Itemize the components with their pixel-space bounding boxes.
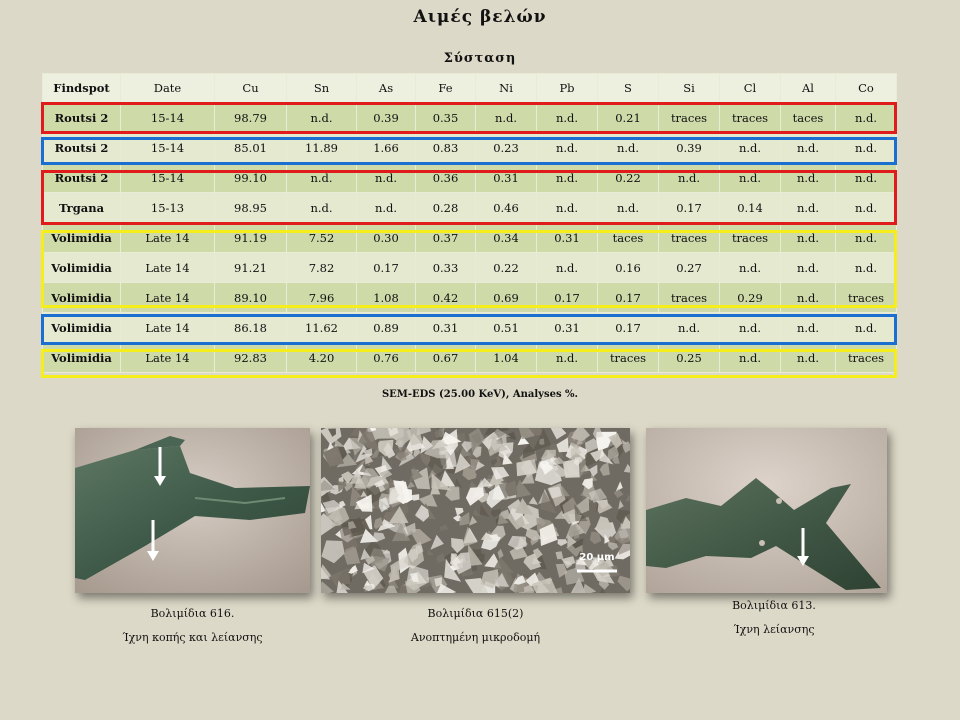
composition-table bbox=[42, 73, 897, 373]
table-cell: 15-14 bbox=[121, 163, 215, 193]
table-cell: 0.28 bbox=[416, 193, 476, 223]
table-header-row bbox=[43, 74, 897, 103]
findspot-cell: Volimidia bbox=[43, 283, 121, 313]
table-cell: traces bbox=[598, 343, 659, 373]
column-header: S bbox=[598, 74, 659, 103]
section-subtitle: Σύσταση bbox=[443, 51, 517, 66]
table-cell: 0.25 bbox=[659, 343, 720, 373]
table-cell: n.d. bbox=[537, 103, 598, 133]
table-cell: 98.79 bbox=[215, 103, 287, 133]
table-cell: 0.21 bbox=[598, 103, 659, 133]
photo-caption bbox=[646, 594, 902, 642]
table-cell: n.d. bbox=[287, 103, 357, 133]
table-cell: traces bbox=[720, 103, 781, 133]
table-row bbox=[43, 313, 897, 343]
table-cell: n.d. bbox=[537, 343, 598, 373]
table-cell: 0.16 bbox=[598, 253, 659, 283]
table-cell: 7.52 bbox=[287, 223, 357, 253]
table-cell: 0.17 bbox=[598, 283, 659, 313]
table-cell: 0.14 bbox=[720, 193, 781, 223]
table-row bbox=[43, 223, 897, 253]
table-cell: n.d. bbox=[287, 163, 357, 193]
findspot-cell: Routsi 2 bbox=[43, 163, 121, 193]
table-cell: 0.67 bbox=[416, 343, 476, 373]
table-cell: 0.31 bbox=[537, 313, 598, 343]
column-header: Date bbox=[121, 74, 215, 103]
table-row bbox=[43, 163, 897, 193]
table-cell: n.d. bbox=[720, 313, 781, 343]
table-cell: n.d. bbox=[287, 193, 357, 223]
table-row bbox=[43, 253, 897, 283]
caption-line: Βολιμίδια 616. bbox=[150, 607, 235, 620]
table-cell: 0.31 bbox=[476, 163, 537, 193]
table-cell: n.d. bbox=[598, 193, 659, 223]
table-cell: traces bbox=[720, 223, 781, 253]
table-cell: 85.01 bbox=[215, 133, 287, 163]
table-cell: 91.21 bbox=[215, 253, 287, 283]
table-cell: 0.34 bbox=[476, 223, 537, 253]
table-cell: 0.33 bbox=[416, 253, 476, 283]
table-cell: 0.35 bbox=[416, 103, 476, 133]
scale-bar-label: 20 μm bbox=[579, 552, 615, 563]
page-title: Αιμές βελών bbox=[413, 7, 547, 27]
table-cell: 98.95 bbox=[215, 193, 287, 223]
table-cell: 11.62 bbox=[287, 313, 357, 343]
table-cell: n.d. bbox=[781, 133, 836, 163]
table-cell: n.d. bbox=[476, 103, 537, 133]
table-cell: n.d. bbox=[720, 343, 781, 373]
table-cell: n.d. bbox=[781, 313, 836, 343]
table-cell: n.d. bbox=[537, 133, 598, 163]
table-cell: n.d. bbox=[781, 283, 836, 313]
table-cell: n.d. bbox=[781, 343, 836, 373]
findspot-cell: Routsi 2 bbox=[43, 103, 121, 133]
table-cell: Late 14 bbox=[121, 223, 215, 253]
table-cell: 1.08 bbox=[357, 283, 416, 313]
table-cell: 0.51 bbox=[476, 313, 537, 343]
table-cell: 89.10 bbox=[215, 283, 287, 313]
table-cell: n.d. bbox=[781, 193, 836, 223]
table-cell: 0.76 bbox=[357, 343, 416, 373]
column-header: Cl bbox=[720, 74, 781, 103]
table-cell: n.d. bbox=[781, 223, 836, 253]
bronze-arrowhead-photo bbox=[646, 428, 887, 593]
table-cell: n.d. bbox=[720, 253, 781, 283]
table-cell: 0.39 bbox=[659, 133, 720, 163]
table-cell: traces bbox=[836, 343, 897, 373]
table-cell: 11.89 bbox=[287, 133, 357, 163]
table-cell: n.d. bbox=[720, 133, 781, 163]
findspot-cell: Routsi 2 bbox=[43, 133, 121, 163]
table-cell: traces bbox=[659, 103, 720, 133]
table-cell: 0.22 bbox=[476, 253, 537, 283]
table-cell: 0.42 bbox=[416, 283, 476, 313]
table-cell: 15-14 bbox=[121, 133, 215, 163]
table-cell: n.d. bbox=[781, 163, 836, 193]
table-cell: 0.23 bbox=[476, 133, 537, 163]
table-cell: 15-13 bbox=[121, 193, 215, 223]
table-cell: n.d. bbox=[836, 193, 897, 223]
findspot-cell: Trgana bbox=[43, 193, 121, 223]
table-cell: traces bbox=[659, 223, 720, 253]
table-cell: n.d. bbox=[659, 163, 720, 193]
bronze-arrowhead-photo bbox=[75, 428, 310, 593]
microstructure-photo bbox=[321, 428, 630, 593]
table-row bbox=[43, 133, 897, 163]
column-header: Pb bbox=[537, 74, 598, 103]
table-cell: 99.10 bbox=[215, 163, 287, 193]
table-cell: n.d. bbox=[537, 163, 598, 193]
findspot-cell: Volimidia bbox=[43, 223, 121, 253]
table-cell: 7.96 bbox=[287, 283, 357, 313]
table-cell: n.d. bbox=[537, 193, 598, 223]
column-header: Fe bbox=[416, 74, 476, 103]
table-cell: 92.83 bbox=[215, 343, 287, 373]
table-cell: traces bbox=[659, 283, 720, 313]
table-cell: 1.04 bbox=[476, 343, 537, 373]
table-cell: 86.18 bbox=[215, 313, 287, 343]
table-caption: SEM-EDS (25.00 KeV), Analyses %. bbox=[381, 389, 579, 400]
table-row bbox=[43, 103, 897, 133]
table-cell: n.d. bbox=[537, 253, 598, 283]
table-cell: n.d. bbox=[781, 253, 836, 283]
findspot-cell: Volimidia bbox=[43, 253, 121, 283]
table-cell: 15-14 bbox=[121, 103, 215, 133]
table-cell: n.d. bbox=[836, 133, 897, 163]
table-cell: 0.36 bbox=[416, 163, 476, 193]
table-cell: 0.17 bbox=[659, 193, 720, 223]
column-header: Al bbox=[781, 74, 836, 103]
caption-line: Βολιμίδια 615(2) bbox=[427, 607, 524, 620]
table-cell: n.d. bbox=[357, 193, 416, 223]
table-cell: n.d. bbox=[659, 313, 720, 343]
table-cell: 0.29 bbox=[720, 283, 781, 313]
table-cell: 0.17 bbox=[598, 313, 659, 343]
table-cell: traces bbox=[836, 283, 897, 313]
table-cell: 0.37 bbox=[416, 223, 476, 253]
column-header: Si bbox=[659, 74, 720, 103]
table-cell: n.d. bbox=[357, 163, 416, 193]
table-cell: 0.17 bbox=[537, 283, 598, 313]
caption-line: Βολιμίδια 613. bbox=[732, 599, 816, 612]
table-cell: 0.83 bbox=[416, 133, 476, 163]
caption-line: Ίχνη λείανσης bbox=[733, 623, 815, 636]
table-cell: 0.69 bbox=[476, 283, 537, 313]
table-cell: Late 14 bbox=[121, 253, 215, 283]
photo-caption bbox=[321, 602, 630, 650]
findspot-cell: Volimidia bbox=[43, 343, 121, 373]
table-cell: 0.27 bbox=[659, 253, 720, 283]
findspot-cell: Volimidia bbox=[43, 313, 121, 343]
table-cell: n.d. bbox=[836, 223, 897, 253]
table-cell: 0.22 bbox=[598, 163, 659, 193]
column-header: Co bbox=[836, 74, 897, 103]
table-cell: 1.66 bbox=[357, 133, 416, 163]
table-cell: 0.17 bbox=[357, 253, 416, 283]
column-header: As bbox=[357, 74, 416, 103]
table-cell: taces bbox=[781, 103, 836, 133]
table-cell: 0.30 bbox=[357, 223, 416, 253]
table-cell: 4.20 bbox=[287, 343, 357, 373]
table-cell: n.d. bbox=[836, 163, 897, 193]
table-row bbox=[43, 343, 897, 373]
table-cell: n.d. bbox=[720, 163, 781, 193]
table-cell: 91.19 bbox=[215, 223, 287, 253]
table-cell: 0.31 bbox=[416, 313, 476, 343]
photo-caption bbox=[75, 602, 310, 650]
table-cell: n.d. bbox=[836, 103, 897, 133]
table-cell: taces bbox=[598, 223, 659, 253]
column-header: Cu bbox=[215, 74, 287, 103]
caption-line: Ίχνη κοπής και λείανσης bbox=[122, 631, 263, 644]
table-cell: 0.31 bbox=[537, 223, 598, 253]
column-header: Sn bbox=[287, 74, 357, 103]
table-cell: 0.39 bbox=[357, 103, 416, 133]
table-row bbox=[43, 193, 897, 223]
caption-line: Ανοπτημένη μικροδομή bbox=[410, 631, 541, 644]
table-cell: Late 14 bbox=[121, 313, 215, 343]
column-header: Ni bbox=[476, 74, 537, 103]
table-cell: n.d. bbox=[598, 133, 659, 163]
table-row bbox=[43, 283, 897, 313]
column-header: Findspot bbox=[43, 74, 121, 103]
table-cell: Late 14 bbox=[121, 343, 215, 373]
table-cell: 7.82 bbox=[287, 253, 357, 283]
table-cell: 0.46 bbox=[476, 193, 537, 223]
table-cell: 0.89 bbox=[357, 313, 416, 343]
table-cell: Late 14 bbox=[121, 283, 215, 313]
table-cell: n.d. bbox=[836, 313, 897, 343]
table-cell: n.d. bbox=[836, 253, 897, 283]
